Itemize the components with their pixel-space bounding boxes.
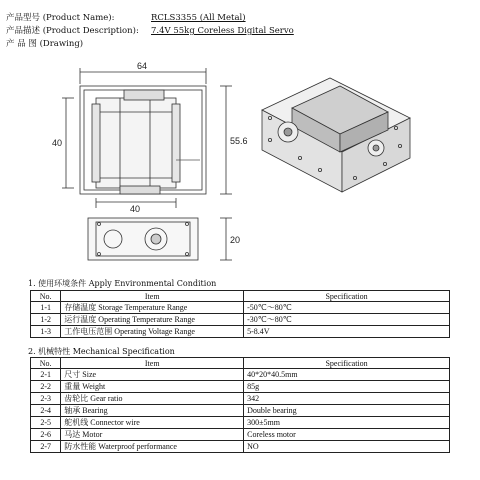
- bottom-view-spline: [151, 234, 161, 244]
- row-spec: Double bearing: [244, 405, 450, 417]
- table-row: [31, 314, 450, 326]
- row-spec: 342: [244, 393, 450, 405]
- dim-height-left: 40: [52, 138, 63, 148]
- row-item: 运行温度 Operating Temperature Range: [61, 314, 244, 326]
- isometric-view: [262, 78, 410, 192]
- row-no: 2-4: [31, 405, 61, 417]
- row-no: 2-2: [31, 381, 61, 393]
- row-no: 2-7: [31, 441, 61, 453]
- dim-width-bottom: 40: [130, 204, 141, 214]
- servo-mount-left: [92, 104, 100, 182]
- row-no: 2-5: [31, 417, 61, 429]
- section2-title: 2. 机械特性 Mechanical Specification: [28, 347, 175, 356]
- row-spec: 85g: [244, 381, 450, 393]
- row-no: 1-3: [31, 326, 61, 338]
- row-item: 重量 Weight: [61, 381, 244, 393]
- servo-body: [96, 98, 176, 188]
- row-item: 防水性能 Waterproof performance: [61, 441, 244, 453]
- row-no: 1-1: [31, 302, 61, 314]
- drawing-label: 产 品 图 (Drawing): [6, 39, 84, 49]
- servo-base-plate: [120, 186, 160, 194]
- header-no: No.: [31, 291, 61, 302]
- table-row: [31, 393, 450, 405]
- row-spec: -30℃～80℃: [244, 314, 450, 326]
- servo-horn-top: [124, 90, 164, 100]
- table-row: [31, 369, 450, 381]
- header-item: Item: [61, 291, 244, 302]
- row-item: 舵机线 Connector wire: [61, 417, 244, 429]
- product-description-label: 产品描述 (Product Description):: [6, 26, 139, 36]
- dim-height-right: 55.6: [230, 136, 248, 146]
- header-specification: Specification: [244, 291, 450, 302]
- product-name-value: RCLS3355 (All Metal): [151, 13, 246, 23]
- table-row: [31, 405, 450, 417]
- row-item: 存储温度 Storage Temperature Range: [61, 302, 244, 314]
- row-spec: Coreless motor: [244, 429, 450, 441]
- table-row: [31, 429, 450, 441]
- row-no: 2-3: [31, 393, 61, 405]
- table-header-row: [31, 291, 450, 302]
- row-spec: 300±5mm: [244, 417, 450, 429]
- row-spec: NO: [244, 441, 450, 453]
- row-item: 工作电压范围 Operating Voltage Range: [61, 326, 244, 338]
- row-no: 2-6: [31, 429, 61, 441]
- header-no: No.: [31, 358, 61, 369]
- row-no: 1-2: [31, 314, 61, 326]
- environment-table: [30, 290, 450, 338]
- table-row: [31, 302, 450, 314]
- table-header-row: [31, 358, 450, 369]
- row-item: 齿轮比 Gear ratio: [61, 393, 244, 405]
- header-item: Item: [61, 358, 244, 369]
- product-name-label: 产品型号 (Product Name):: [6, 13, 115, 23]
- row-item: 尺寸 Size: [61, 369, 244, 381]
- row-spec: 40*20*40.5mm: [244, 369, 450, 381]
- mechanical-table: [30, 357, 450, 453]
- dim-width-top: 64: [137, 61, 148, 71]
- table-row: [31, 381, 450, 393]
- product-description-value: 7.4V 55kg Coreless Digital Servo: [151, 26, 294, 36]
- bottom-view-outline: [88, 218, 198, 260]
- table-row: [31, 417, 450, 429]
- row-item: 轴承 Bearing: [61, 405, 244, 417]
- row-spec: -50℃～80℃: [244, 302, 450, 314]
- row-spec: 5-8.4V: [244, 326, 450, 338]
- header-specification: Specification: [244, 358, 450, 369]
- dim-depth-side: 20: [230, 235, 241, 245]
- section1-title: 1. 使用环境条件 Apply Environmental Condition: [28, 279, 217, 288]
- servo-mount-right: [172, 104, 180, 182]
- row-no: 2-1: [31, 369, 61, 381]
- table-row: [31, 441, 450, 453]
- row-item: 马达 Motor: [61, 429, 244, 441]
- table-row: [31, 326, 450, 338]
